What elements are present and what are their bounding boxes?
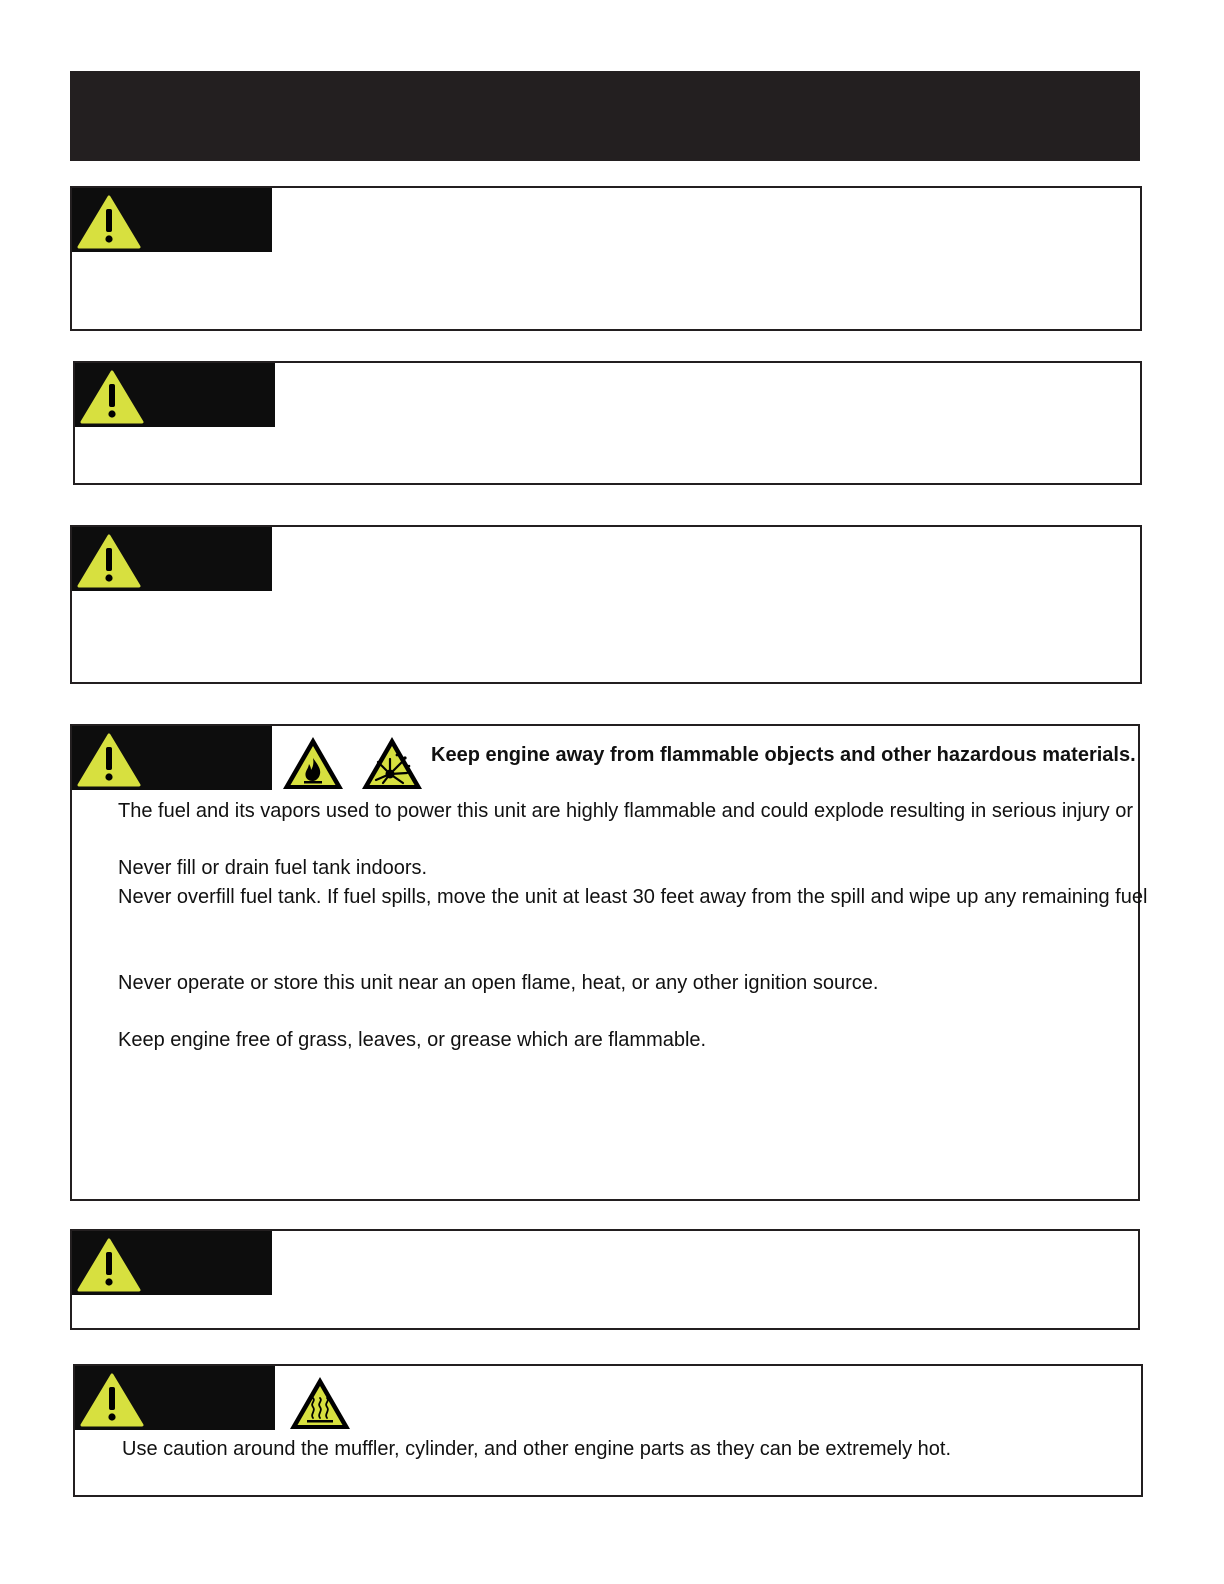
warning-signal-label [72,726,272,790]
warning-box-flammable [70,724,1148,1201]
warning-signal-label [75,1366,275,1430]
section-header-bar [70,71,1140,161]
flammable-warning-line-1: The fuel and its vapors used to power this unit are highly flammable and could explode resulting in serious injury or [118,800,1133,822]
warning-box-3 [70,525,1142,684]
flammable-warning-line-4: Never operate or store this unit near an open flame, heat, or any other ignition source. [118,972,879,994]
warning-triangle-icon [76,194,142,250]
warning-box-hot-surface [73,1364,1143,1497]
warning-box-5 [70,1229,1140,1330]
flammable-warning-headline: Keep engine away from flammable objects and other hazardous materials. [431,744,1136,766]
warning-triangle-icon [76,1237,142,1293]
warning-box-1 [70,186,1142,331]
hot-surface-warning-line-1: Use caution around the muffler, cylinder, and other engine parts as they can be extremely hot. [122,1438,952,1460]
warning-triangle-icon [76,533,142,589]
warning-signal-label [75,363,275,427]
warning-signal-label [72,1231,272,1295]
flammable-warning-line-5: Keep engine free of grass, leaves, or grease which are flammable. [118,1029,707,1051]
warning-signal-label [72,188,272,252]
explosive-icon [359,734,425,792]
warning-box-2 [73,361,1142,485]
flammable-warning-line-2: Never fill or drain fuel tank indoors. [118,857,428,879]
warning-triangle-icon [76,732,142,788]
flammable-icon [280,734,346,792]
warning-triangle-icon [79,1372,145,1428]
flammable-warning-line-3: Never overfill fuel tank. If fuel spills, move the unit at least 30 feet away from the spill and wipe up any remaining fuel [118,886,1148,908]
warning-signal-label [72,527,272,591]
hot-surface-icon [287,1374,353,1432]
warning-triangle-icon [79,369,145,425]
